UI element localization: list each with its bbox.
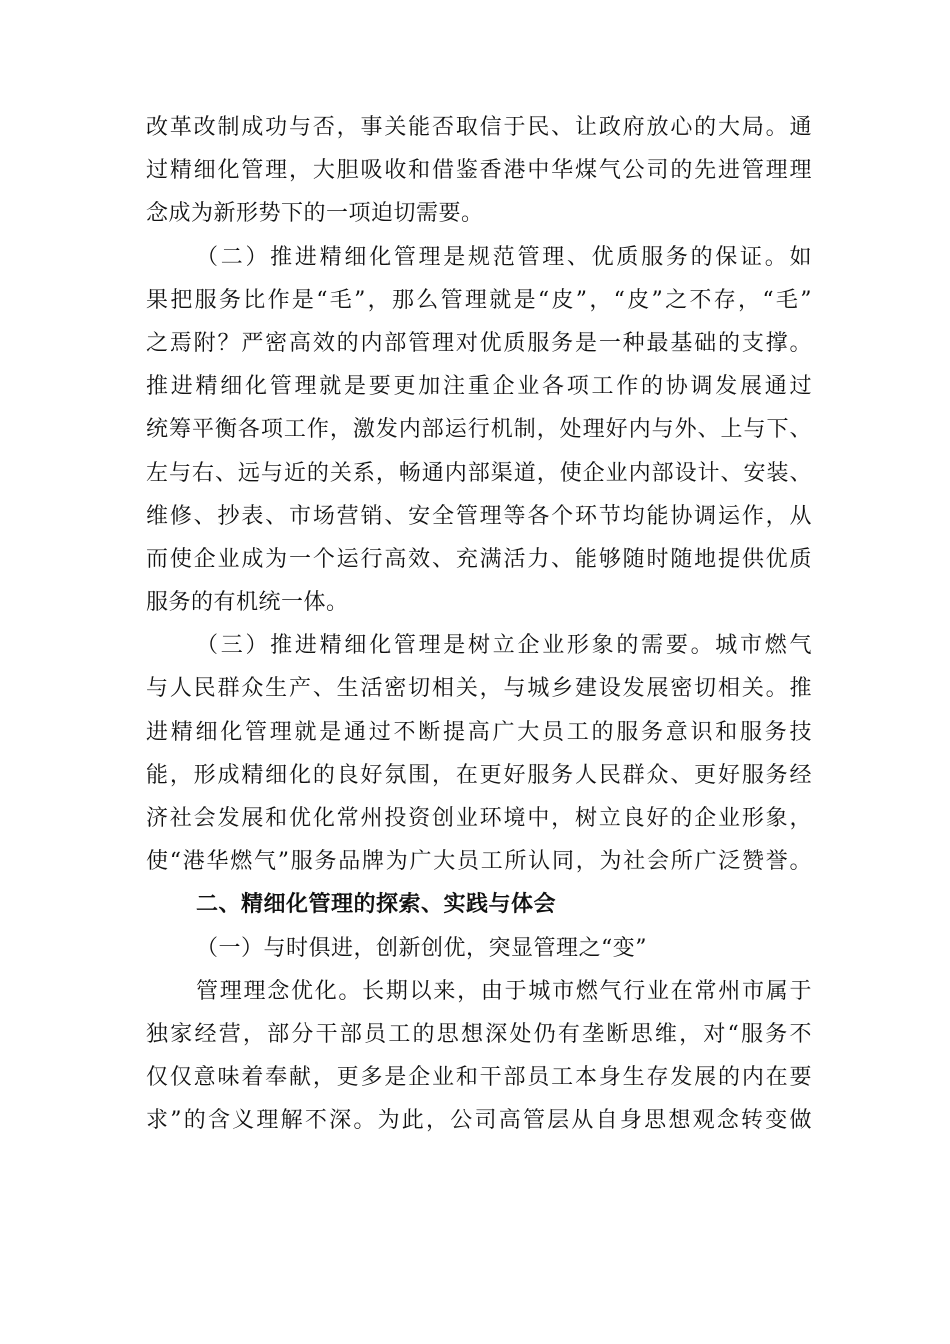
text-line: 过精细化管理，大胆吸收和借鉴香港中华煤气公司的先进管理理 xyxy=(146,158,812,184)
text-line: 改革改制成功与否，事关能否取信于民、让政府放心的大局。通 xyxy=(146,115,812,140)
paragraph-standard-management xyxy=(146,236,812,625)
heading-text: 二、精细化管理的探索、实践与体会 xyxy=(196,891,557,918)
document-page xyxy=(146,106,812,1143)
text-line: 而使企业成为一个运行高效、充满活力、能够随时随地提供优质 xyxy=(146,546,812,572)
text-line: 能，形成精细化的良好氛围，在更好服务人民群众、更好服务经 xyxy=(146,762,812,788)
text-line: 济社会发展和优化常州投资创业环境中，树立良好的企业形象， xyxy=(146,806,812,831)
text-line: 念成为新形势下的一项迫切需要。 xyxy=(146,201,484,227)
text-line: （二）推进精细化管理是规范管理、优质服务的保证。如 xyxy=(196,244,812,270)
text-line: （三）推进精细化管理是树立企业形象的需要。城市燃气 xyxy=(196,633,812,659)
paragraph-reform xyxy=(146,106,812,236)
subsection-heading xyxy=(146,927,812,970)
paragraph-corporate-image xyxy=(146,624,812,883)
text-line: 果把服务比作是“毛”，那么管理就是“皮”，“皮”之不存，“毛” xyxy=(146,287,812,313)
section-heading xyxy=(146,883,812,926)
text-line: 维修、抄表、市场营销、安全管理等各个环节均能协调运作，从 xyxy=(146,503,812,529)
text-line: 左与右、远与近的关系，畅通内部渠道，使企业内部设计、安装、 xyxy=(146,460,812,486)
text-line: 进精细化管理就是通过不断提高广大员工的服务意识和服务技 xyxy=(146,719,812,745)
text-line: 之焉附？严密高效的内部管理对优质服务是一种最基础的支撑。 xyxy=(146,330,812,356)
text-line: 管理理念优化。长期以来，由于城市燃气行业在常州市属于 xyxy=(196,978,812,1004)
text-line: 求”的含义理解不深。为此，公司高管层从自身思想观念转变做 xyxy=(146,1108,812,1134)
text-line: 统筹平衡各项工作，激发内部运行机制，处理好内与外、上与下、 xyxy=(146,417,812,443)
text-line: 独家经营，部分干部员工的思想深处仍有垄断思维，对“服务不 xyxy=(146,1021,812,1047)
text-line: 与人民群众生产、生活密切相关，与城乡建设发展密切相关。推 xyxy=(146,676,812,702)
paragraph-management-philosophy xyxy=(146,970,812,1143)
text-line: 仅仅意味着奉献，更多是企业和干部员工本身生存发展的内在要 xyxy=(146,1065,812,1091)
text-line: 服务的有机统一体。 xyxy=(146,590,349,616)
subheading-text: （一）与时俱进，创新创优，突显管理之“变” xyxy=(196,935,647,961)
text-line: 使“港华燃气”服务品牌为广大员工所认同，为社会所广泛赞誉。 xyxy=(146,849,812,875)
text-line: 推进精细化管理就是要更加注重企业各项工作的协调发展通过 xyxy=(146,374,812,400)
